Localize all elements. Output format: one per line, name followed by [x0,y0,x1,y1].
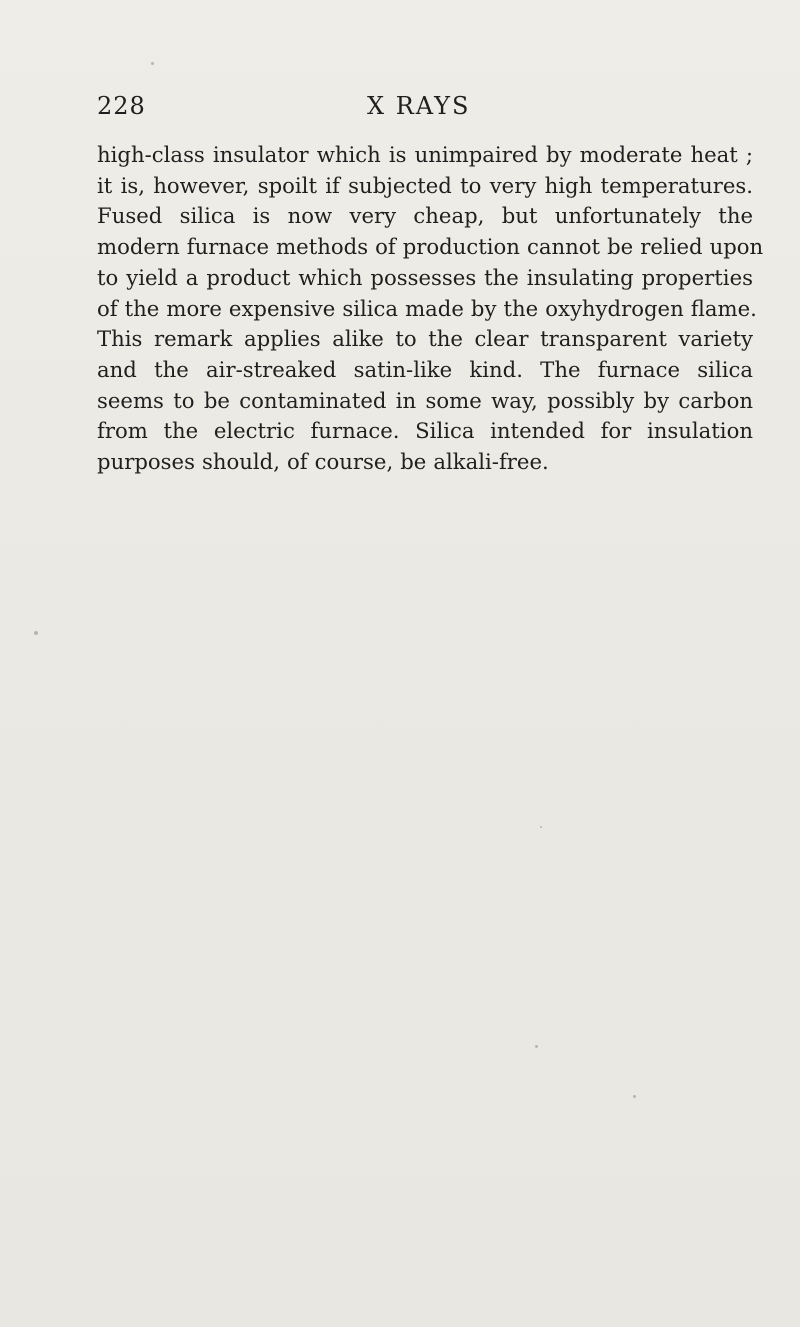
running-head [97,92,756,124]
text-line: Fused silica is now very cheap, but unfortunately the [97,203,753,229]
text-line: seems to be contaminated in some way, possibly by carbon [97,387,753,413]
text-line: modern furnace methods of production cannot be relied upon [97,234,764,260]
paper-speck [535,1045,538,1048]
text-line: of the more expensive silica made by the oxyhydrogen flame. [97,295,757,321]
running-title: X RAYS [367,92,471,120]
text-line: This remark applies alike to the clear transparent variety [97,326,753,352]
text-line: and the air-streaked satin-like kind. The furnace silica [97,356,753,382]
paper-speck [540,826,542,828]
text-line: to yield a product which possesses the insulating properties [97,264,753,290]
paper-speck [151,62,154,65]
body-paragraph [97,140,764,478]
paper-speck [34,631,38,635]
text-line: it is, however, spoilt if subjected to very high temperatures. [97,172,753,198]
page-number: 228 [97,92,146,120]
text-line: high-class insulator which is unimpaired by moderate heat ; [97,142,753,167]
text-line: from the electric furnace. Silica intended for insulation [97,418,753,444]
text-line: purposes should, of course, be alkali-free. [97,449,549,475]
paper-speck [633,1095,636,1098]
